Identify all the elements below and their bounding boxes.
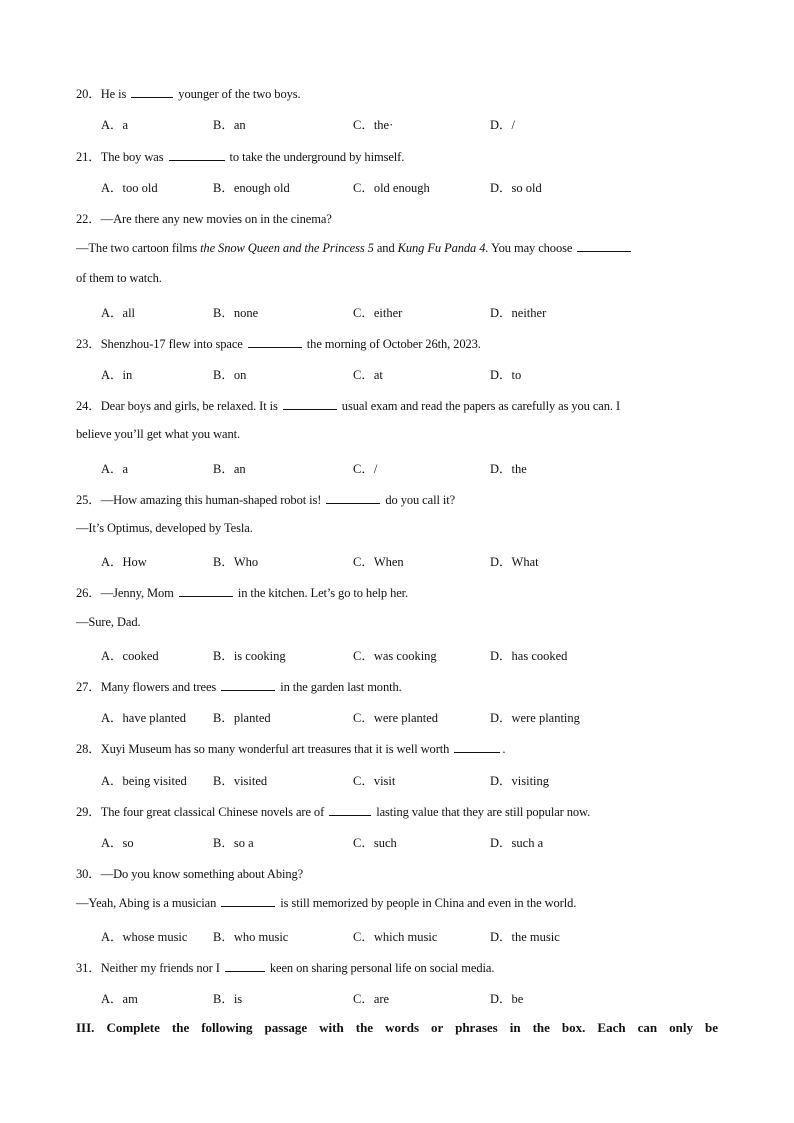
option-b[interactable]: B．planted <box>213 711 271 725</box>
option-b[interactable]: B．who music <box>213 930 289 944</box>
question-20: 20．He is younger of the two boys. <box>76 87 301 101</box>
answer-blank <box>283 398 337 410</box>
question-number: 31． <box>76 961 101 975</box>
options-31 <box>101 989 701 1007</box>
option-c[interactable]: C．the· <box>353 118 394 132</box>
question-number: 22． <box>76 212 101 226</box>
option-b[interactable]: B．so a <box>213 836 254 850</box>
option-b[interactable]: B．Who <box>213 555 259 569</box>
option-d[interactable]: D．neither <box>490 306 547 320</box>
question-22-line-2: —The two cartoon films the Snow Queen and the Princess 5 and Kung Fu Panda 4. You may choose <box>76 240 633 256</box>
option-c[interactable]: C．When <box>353 555 404 569</box>
option-b[interactable]: B．is <box>213 992 243 1006</box>
answer-blank <box>221 679 275 691</box>
option-d[interactable]: D．such a <box>490 836 544 850</box>
option-c[interactable]: C．which music <box>353 930 438 944</box>
option-a[interactable]: A．whose music <box>101 930 188 944</box>
question-25-line-2: —It’s Optimus, developed by Tesla. <box>76 521 253 535</box>
option-a[interactable]: A．all <box>101 306 136 320</box>
question-26: 26．—Jenny, Mom in the kitchen. Let’s go to help her. <box>76 586 409 600</box>
answer-blank <box>577 240 631 252</box>
question-number: 26． <box>76 586 101 600</box>
options-30 <box>101 927 701 945</box>
option-d[interactable]: D．the music <box>490 930 560 944</box>
question-number: 30． <box>76 867 101 881</box>
option-b[interactable]: B．none <box>213 306 259 320</box>
option-c[interactable]: C．visit <box>353 774 396 788</box>
options-25 <box>101 552 701 570</box>
option-d[interactable]: D．has cooked <box>490 649 568 663</box>
option-c[interactable]: C．such <box>353 836 397 850</box>
option-c[interactable]: C．at <box>353 368 383 382</box>
option-b[interactable]: B．is cooking <box>213 649 286 663</box>
question-number: 23． <box>76 337 101 351</box>
answer-blank <box>131 86 173 98</box>
question-23: 23．Shenzhou-17 flew into space the morning of October 26th, 2023. <box>76 337 481 351</box>
question-number: 24． <box>76 399 101 413</box>
answer-blank <box>221 895 275 907</box>
option-c[interactable]: C．was cooking <box>353 649 437 663</box>
option-d[interactable]: D．so old <box>490 181 542 195</box>
option-a[interactable]: A．How <box>101 555 147 569</box>
option-a[interactable]: A．am <box>101 992 138 1006</box>
option-a[interactable]: A．being visited <box>101 774 187 788</box>
question-28: 28．Xuyi Museum has so many wonderful art treasures that it is well worth . <box>76 742 506 756</box>
option-c[interactable]: C．/ <box>353 462 378 476</box>
answer-blank <box>326 492 380 504</box>
option-a[interactable]: A．too old <box>101 181 158 195</box>
option-c[interactable]: C．are <box>353 992 390 1006</box>
question-number: 29． <box>76 805 101 819</box>
options-23 <box>101 365 701 383</box>
option-d[interactable]: D．to <box>490 368 522 382</box>
option-b[interactable]: B．an <box>213 462 246 476</box>
option-b[interactable]: B．on <box>213 368 247 382</box>
option-a[interactable]: A．a <box>101 462 129 476</box>
question-number: 21． <box>76 150 101 164</box>
option-d[interactable]: D．the <box>490 462 527 476</box>
question-24-line-2: believe you’ll get what you want. <box>76 427 241 441</box>
question-number: 28． <box>76 742 101 756</box>
options-26 <box>101 646 701 664</box>
answer-blank <box>179 585 233 597</box>
question-22: 22．—Are there any new movies on in the cinema? <box>76 212 332 226</box>
question-22-line-3: of them to watch. <box>76 271 162 285</box>
option-a[interactable]: A．cooked <box>101 649 159 663</box>
film-title: the Snow Queen and the Princess 5 <box>200 241 374 255</box>
option-d[interactable]: D．were planting <box>490 711 580 725</box>
question-25: 25．—How amazing this human-shaped robot is! do you call it? <box>76 493 456 507</box>
options-22 <box>101 303 701 321</box>
option-d[interactable]: D．visiting <box>490 774 550 788</box>
section-heading: III. Complete the following passage with the words or phrases in the box. Each can only be <box>76 1020 718 1035</box>
question-30-line-2: —Yeah, Abing is a musician is still memorized by people in China and even in the world. <box>76 896 577 910</box>
option-b[interactable]: B．enough old <box>213 181 290 195</box>
option-a[interactable]: A．so <box>101 836 134 850</box>
option-c[interactable]: C．were planted <box>353 711 439 725</box>
option-a[interactable]: A．a <box>101 118 129 132</box>
option-d[interactable]: D．/ <box>490 118 516 132</box>
question-21: 21．The boy was to take the underground by himself. <box>76 150 405 164</box>
options-20 <box>101 115 701 133</box>
answer-blank <box>454 741 500 753</box>
option-d[interactable]: D．be <box>490 992 524 1006</box>
question-number: 20． <box>76 87 101 101</box>
question-31: 31．Neither my friends nor I keen on sharing personal life on social media. <box>76 961 495 975</box>
option-b[interactable]: B．visited <box>213 774 268 788</box>
options-28 <box>101 771 701 789</box>
question-number: 27． <box>76 680 101 694</box>
option-d[interactable]: D．What <box>490 555 539 569</box>
question-29: 29．The four great classical Chinese novels are of lasting value that they are still popular now. <box>76 805 591 819</box>
answer-blank <box>248 336 302 348</box>
question-30: 30．—Do you know something about Abing? <box>76 867 304 881</box>
option-c[interactable]: C．either <box>353 306 403 320</box>
option-a[interactable]: A．in <box>101 368 133 382</box>
option-c[interactable]: C．old enough <box>353 181 430 195</box>
options-29 <box>101 833 701 851</box>
options-21 <box>101 178 701 196</box>
answer-blank <box>225 960 265 972</box>
option-b[interactable]: B．an <box>213 118 246 132</box>
question-26-line-2: —Sure, Dad. <box>76 615 141 629</box>
options-24 <box>101 459 701 477</box>
options-27 <box>101 708 701 726</box>
question-24: 24．Dear boys and girls, be relaxed. It is usual exam and read the papers as carefully as you can. I <box>76 399 621 413</box>
question-27: 27．Many flowers and trees in the garden last month. <box>76 680 402 694</box>
answer-blank <box>169 149 225 161</box>
option-a[interactable]: A．have planted <box>101 711 187 725</box>
film-title: Kung Fu Panda 4. <box>397 241 489 255</box>
question-number: 25． <box>76 493 101 507</box>
answer-blank <box>329 804 371 816</box>
